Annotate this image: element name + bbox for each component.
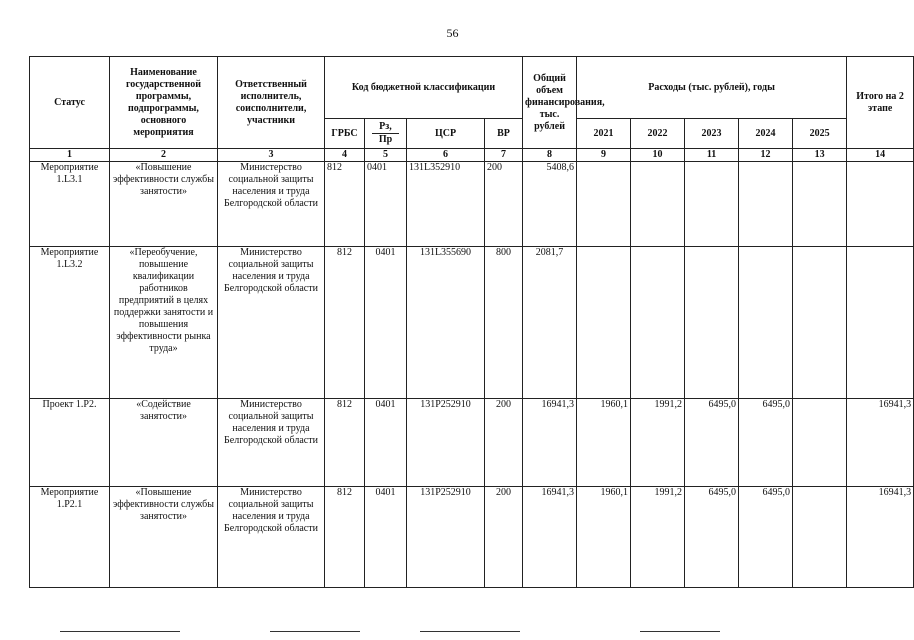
row-status: Проект 1.Р2. xyxy=(30,399,110,487)
row-grbs: 812 xyxy=(325,487,365,588)
row-2023 xyxy=(685,247,739,399)
header-expenses: Расходы (тыс. рублей), годы xyxy=(577,57,847,119)
row-2022: 1991,2 xyxy=(631,487,685,588)
header-program-name: Наименование государственной программы, подпрограммы, основного мероприятия xyxy=(110,57,218,149)
row-status: Мероприятие 1.L3.1 xyxy=(30,162,110,247)
row-2021: 1960,1 xyxy=(577,399,631,487)
header-year-2023: 2023 xyxy=(685,119,739,149)
table-row xyxy=(30,399,914,487)
row-total: 5408,6 xyxy=(523,162,577,247)
header-vr: ВР xyxy=(485,119,523,149)
row-csr: 131L352910 xyxy=(407,162,485,247)
header-budget-code: Код бюджетной классификации xyxy=(325,57,523,119)
row-executor: Министерство социальной защиты населения и труда Белгородской области xyxy=(218,162,325,247)
row-vr: 800 xyxy=(485,247,523,399)
row-vr: 200 xyxy=(485,162,523,247)
row-2021 xyxy=(577,162,631,247)
row-rzpr: 0401 xyxy=(365,162,407,247)
row-rzpr: 0401 xyxy=(365,399,407,487)
row-2025 xyxy=(793,399,847,487)
header-csr: ЦСР xyxy=(407,119,485,149)
row-2022 xyxy=(631,162,685,247)
header-executor: Ответственный исполнитель, соисполнители, участники xyxy=(218,57,325,149)
row-executor: Министерство социальной защиты населения и труда Белгородской области xyxy=(218,487,325,588)
row-2025 xyxy=(793,247,847,399)
column-number: 13 xyxy=(793,149,847,162)
row-grbs: 812 xyxy=(325,162,365,247)
row-stage-total: 16941,3 xyxy=(847,487,914,588)
table-row xyxy=(30,247,914,399)
column-number: 10 xyxy=(631,149,685,162)
row-2022: 1991,2 xyxy=(631,399,685,487)
column-number: 6 xyxy=(407,149,485,162)
row-csr: 131Р252910 xyxy=(407,487,485,588)
row-total: 16941,3 xyxy=(523,487,577,588)
row-stage-total xyxy=(847,162,914,247)
header-grbs: ГРБС xyxy=(325,119,365,149)
row-2021: 1960,1 xyxy=(577,487,631,588)
row-2024: 6495,0 xyxy=(739,399,793,487)
column-number: 2 xyxy=(110,149,218,162)
column-number: 3 xyxy=(218,149,325,162)
column-number: 14 xyxy=(847,149,914,162)
column-number: 12 xyxy=(739,149,793,162)
column-number: 11 xyxy=(685,149,739,162)
row-name: «Повышение эффективности службы занятости» xyxy=(110,162,218,247)
row-csr: 131L355690 xyxy=(407,247,485,399)
row-executor: Министерство социальной защиты населения и труда Белгородской области xyxy=(218,247,325,399)
row-vr: 200 xyxy=(485,487,523,588)
header-pr: Пр xyxy=(378,134,393,145)
column-number: 1 xyxy=(30,149,110,162)
row-name: «Переобучение, повышение квалификации работников предприятий в целях поддержки занятости и повышения эффективности рынка труда» xyxy=(110,247,218,399)
row-executor: Министерство социальной защиты населения и труда Белгородской области xyxy=(218,399,325,487)
column-number: 8 xyxy=(523,149,577,162)
header-total-funding: Общий объем финансирования, тыс. рублей xyxy=(523,57,577,149)
row-csr: 131Р252910 xyxy=(407,399,485,487)
header-year-2021: 2021 xyxy=(577,119,631,149)
row-status: Мероприятие 1.L3.2 xyxy=(30,247,110,399)
header-year-2025: 2025 xyxy=(793,119,847,149)
row-2024 xyxy=(739,162,793,247)
row-2024 xyxy=(739,247,793,399)
header-total-stage: Итого на 2 этапе xyxy=(847,57,914,149)
table-row xyxy=(30,162,914,247)
table-row xyxy=(30,487,914,588)
row-2021 xyxy=(577,247,631,399)
row-rzpr: 0401 xyxy=(365,487,407,588)
row-2023 xyxy=(685,162,739,247)
header-rz: Рз, xyxy=(372,121,399,134)
header-year-2024: 2024 xyxy=(739,119,793,149)
row-2024: 6495,0 xyxy=(739,487,793,588)
row-status: Мероприятие 1.Р2.1 xyxy=(30,487,110,588)
column-number: 4 xyxy=(325,149,365,162)
column-number: 5 xyxy=(365,149,407,162)
row-2025 xyxy=(793,487,847,588)
row-grbs: 812 xyxy=(325,399,365,487)
row-2023: 6495,0 xyxy=(685,487,739,588)
row-name: «Повышение эффективности службы занятости» xyxy=(110,487,218,588)
row-2022 xyxy=(631,247,685,399)
row-stage-total xyxy=(847,247,914,399)
row-total: 16941,3 xyxy=(523,399,577,487)
row-total: 2081,7 xyxy=(523,247,577,399)
column-number: 9 xyxy=(577,149,631,162)
row-name: «Содействие занятости» xyxy=(110,399,218,487)
budget-table xyxy=(29,56,914,588)
row-rzpr: 0401 xyxy=(365,247,407,399)
footer-rule xyxy=(640,631,720,632)
column-number: 7 xyxy=(485,149,523,162)
row-2025 xyxy=(793,162,847,247)
header-status: Статус xyxy=(30,57,110,149)
header-year-2022: 2022 xyxy=(631,119,685,149)
column-number-row xyxy=(30,149,914,162)
header-rzpr xyxy=(365,119,407,149)
row-2023: 6495,0 xyxy=(685,399,739,487)
footer-rule xyxy=(270,631,360,632)
page-number: 56 xyxy=(446,26,459,40)
row-grbs: 812 xyxy=(325,247,365,399)
row-stage-total: 16941,3 xyxy=(847,399,914,487)
row-vr: 200 xyxy=(485,399,523,487)
footer-rule xyxy=(420,631,520,632)
footer-rule xyxy=(60,631,180,632)
